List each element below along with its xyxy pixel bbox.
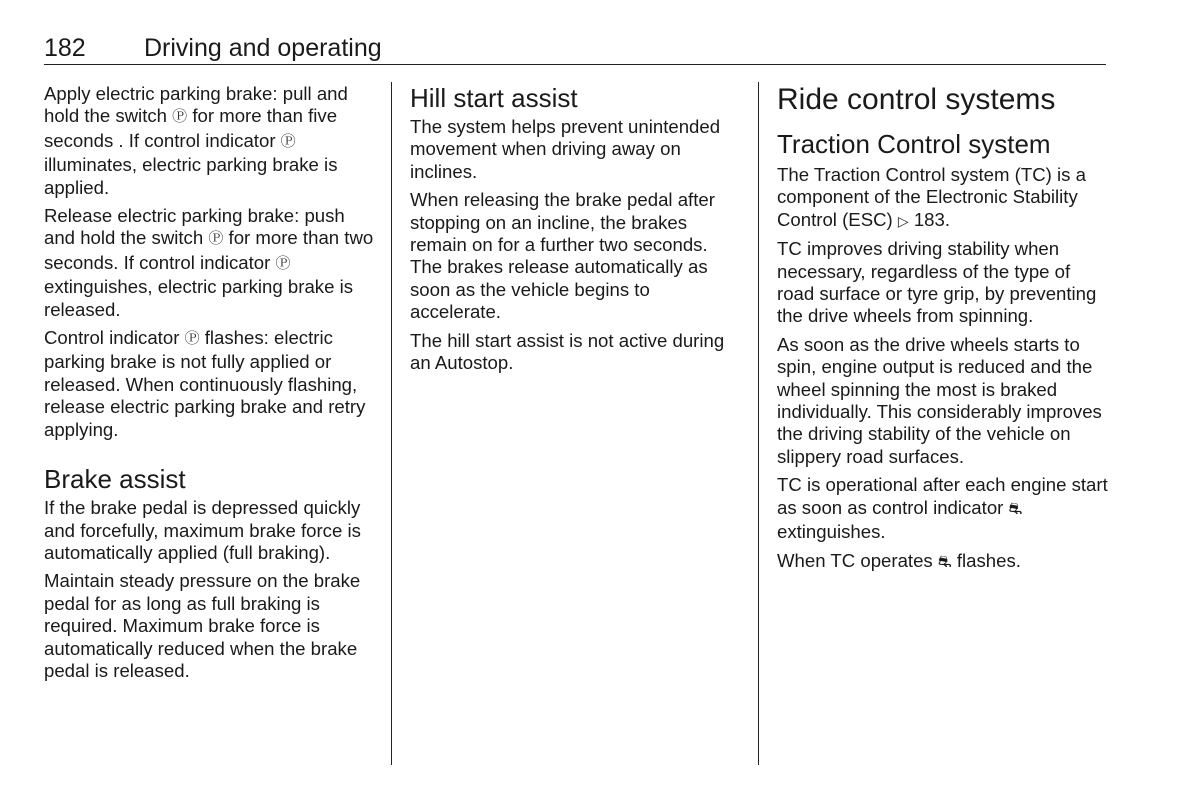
paragraph: The Traction Control system (TC) is a component of the Electronic Stability Control (ESC) ▷ 183.	[777, 164, 1086, 230]
traction-control-indicator-icon: ⛐	[937, 553, 952, 571]
heading-traction-control: Traction Control system	[777, 129, 1051, 159]
section-title: Driving and operating	[144, 34, 382, 62]
traction-control-indicator-icon: ⛐	[1008, 500, 1023, 518]
column-left	[44, 83, 376, 688]
paragraph: TC improves driving stability when necessary, regardless of the type of road surface or tyre grip, by preventing the drive wheels from spinning.	[777, 238, 1097, 327]
page-header	[44, 34, 1106, 65]
paragraph: When releasing the brake pedal after stopping on an incline, the brakes remain on for a further two seconds. The brakes release automatically as soon as the vehicle begins to accelerate.	[410, 189, 715, 323]
parking-brake-indicator-icon: Ⓟ	[275, 254, 291, 272]
paragraph: If the brake pedal is depressed quickly and forcefully, maximum brake force is automatically applied (full braking).	[44, 497, 361, 563]
heading-brake-assist: Brake assist	[44, 464, 186, 495]
column-middle	[410, 83, 742, 380]
paragraph: Control indicator Ⓟ flashes: electric parking brake is not fully applied or released. When continuously flashing, release electric parking brake and retry applying.	[44, 327, 366, 440]
parking-brake-indicator-icon: Ⓟ	[172, 108, 188, 126]
page-ref-arrow-icon: ▷	[897, 212, 909, 229]
paragraph: The system helps prevent unintended movement when driving away on inclines.	[410, 116, 721, 182]
heading-ride-control-systems: Ride control systems	[777, 83, 1056, 116]
parking-brake-indicator-icon: Ⓟ	[280, 132, 296, 150]
paragraph: Release electric parking brake: push and hold the switch Ⓟ for more than two seconds. If control indicator Ⓟ extinguishes, electric parking brake is released.	[44, 205, 374, 320]
paragraph: Apply electric parking brake: pull and hold the switch Ⓟ for more than five seconds . If control indicator Ⓟ illuminates, electric parking brake is applied.	[44, 83, 348, 198]
parking-brake-indicator-icon: Ⓟ	[208, 230, 224, 248]
column-divider	[758, 82, 759, 765]
page-reference[interactable]: 183	[913, 208, 945, 230]
paragraph: When TC operates ⛐ flashes.	[777, 549, 1021, 571]
paragraph: As soon as the drive wheels starts to spin, engine output is reduced and the wheel spinning the most is braked individually. This considerably improves the driving stability of the vehicle on slippery road surfaces.	[777, 333, 1102, 467]
parking-brake-indicator-icon: Ⓟ	[184, 330, 200, 348]
paragraph: The hill start assist is not active during an Autostop.	[410, 329, 725, 374]
column-divider	[391, 82, 392, 765]
page-number: 182	[44, 34, 86, 62]
heading-hill-start-assist: Hill start assist	[410, 83, 578, 113]
column-right	[777, 83, 1109, 580]
paragraph: Maintain steady pressure on the brake pedal for as long as full braking is required. Maximum brake force is automatically reduced when the brake pedal is released.	[44, 570, 361, 681]
paragraph: TC is operational after each engine start as soon as control indicator ⛐ extinguishes.	[777, 474, 1108, 543]
